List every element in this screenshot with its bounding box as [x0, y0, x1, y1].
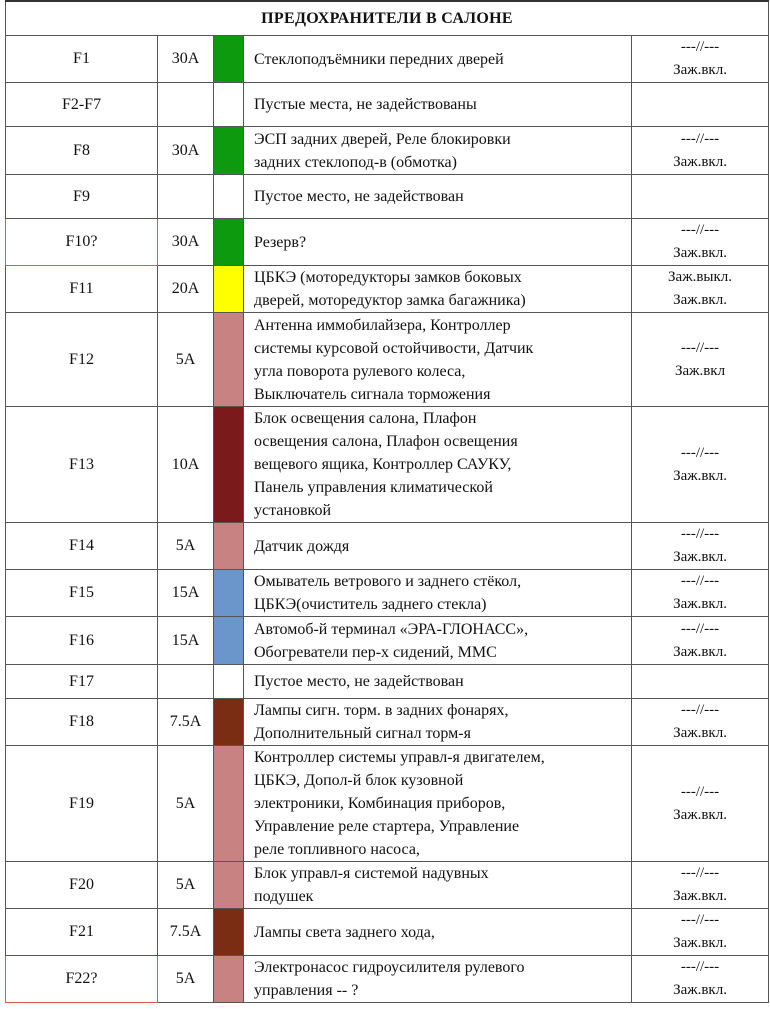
fuse-ignition-state	[632, 665, 769, 699]
state-line: ---//---	[680, 702, 720, 718]
fuse-amperage: 30A	[158, 36, 214, 83]
fuse-ignition-state	[632, 175, 769, 219]
fuse-row	[6, 266, 769, 313]
fuse-id: F12	[6, 313, 158, 407]
fuse-id: F21	[6, 909, 158, 956]
fuse-description	[244, 83, 632, 127]
fuse-id: F15	[6, 570, 158, 617]
fuse-id: F18	[6, 699, 158, 746]
title-row	[6, 1, 769, 36]
fuse-description	[244, 523, 632, 570]
fuse-color-swatch	[214, 746, 244, 862]
fuse-amperage: 5A	[158, 956, 214, 1003]
description-line: Панель управления климатической	[254, 479, 493, 496]
fuse-row	[6, 523, 769, 570]
state-line: Заж.вкл.	[673, 982, 727, 998]
state-line: Заж.выкл.	[668, 269, 733, 285]
fuse-row	[6, 746, 769, 862]
description-line: Блок освещения салона, Плафон	[254, 410, 477, 427]
state-line: Заж.вкл.	[673, 935, 727, 951]
state-line: ---//---	[680, 783, 720, 800]
state-line: Заж.вкл.	[673, 153, 727, 170]
fuse-description	[244, 313, 632, 407]
description-line: системы курсовой остойчивости, Датчик	[254, 339, 534, 357]
description-line: подушек	[254, 888, 314, 905]
fuse-id: F10?	[6, 219, 158, 266]
description-line: Пустые места, не задействованы	[254, 96, 477, 113]
fuse-row	[6, 83, 769, 127]
fuse-ignition-state	[632, 617, 769, 665]
fuse-row	[6, 570, 769, 617]
fuse-amperage: 5A	[158, 523, 214, 570]
description-line: Пустое место, не задействован	[254, 673, 464, 690]
fuse-id: F20	[6, 862, 158, 909]
description-line: Стеклоподъёмники передних дверей	[254, 50, 504, 68]
state-line: Заж.вкл.	[673, 62, 727, 78]
fuse-description	[244, 127, 632, 175]
state-line: Заж.вкл.	[673, 292, 727, 308]
description-line: управления -- ?	[254, 982, 359, 999]
description-line: Датчик дождя	[254, 537, 350, 555]
fuse-color-swatch	[214, 570, 244, 617]
description-line: Лампы сигн. торм. в задних фонарях,	[254, 702, 509, 719]
description-line: Выключатель сигнала торможения	[254, 385, 491, 403]
fuse-amperage: 5A	[158, 862, 214, 909]
state-line: ---//---	[680, 573, 720, 589]
fuse-color-swatch	[214, 617, 244, 665]
fuse-amperage: 30A	[158, 219, 214, 266]
fuse-ignition-state	[632, 699, 769, 746]
fuse-ignition-state	[632, 313, 769, 407]
fuse-color-swatch	[214, 175, 244, 219]
fuse-color-swatch	[214, 862, 244, 909]
state-line: ---//---	[680, 339, 720, 356]
state-line: ---//---	[680, 865, 720, 881]
fuse-description	[244, 665, 632, 699]
state-line: Заж.вкл.	[673, 467, 727, 484]
fuse-amperage: 15A	[158, 570, 214, 617]
description-line: реле топливного насоса,	[254, 841, 420, 858]
state-line: ---//---	[680, 912, 720, 928]
fuse-ignition-state	[632, 219, 769, 266]
fuse-row	[6, 909, 769, 956]
fuse-amperage: 5A	[158, 746, 214, 862]
fuse-ignition-state	[632, 909, 769, 956]
fuse-id: F14	[6, 523, 158, 570]
fuse-table	[5, 0, 769, 1003]
fuse-amperage: 10A	[158, 407, 214, 523]
fuse-ignition-state	[632, 83, 769, 127]
description-line: установкой	[254, 502, 332, 519]
fuse-color-swatch	[214, 665, 244, 699]
fuse-row	[6, 699, 769, 746]
fuse-row	[6, 407, 769, 523]
fuse-ignition-state	[632, 523, 769, 570]
description-line: ЦБКЭ (моторедукторы замков боковых	[254, 269, 522, 286]
state-line: ---//---	[680, 620, 720, 637]
fuse-ignition-state	[632, 266, 769, 313]
fuse-id: F17	[6, 665, 158, 699]
fuse-description	[244, 746, 632, 862]
state-line: ---//---	[680, 526, 720, 542]
fuse-color-swatch	[214, 956, 244, 1003]
fuse-color-swatch	[214, 266, 244, 313]
description-line: Автомоб-й терминал «ЭРА-ГЛОНАСС»,	[254, 620, 529, 638]
state-line: ---//---	[680, 222, 720, 238]
fuse-row	[6, 175, 769, 219]
fuse-id: F16	[6, 617, 158, 665]
state-line: ---//---	[680, 444, 720, 461]
fuse-description	[244, 36, 632, 83]
description-line: Электронасос гидроусилителя рулевого	[254, 959, 525, 976]
fuse-amperage: 5A	[158, 313, 214, 407]
fuse-description	[244, 570, 632, 617]
fuse-description	[244, 956, 632, 1003]
fuse-color-swatch	[214, 699, 244, 746]
description-line: ЦБКЭ, Допол-й блок кузовной	[254, 772, 464, 789]
description-line: задних стеклопод-в (обмотка)	[254, 153, 457, 171]
fuse-color-swatch	[214, 313, 244, 407]
fuse-ignition-state	[632, 570, 769, 617]
description-line: Дополнительный сигнал торм-я	[254, 725, 471, 742]
fuse-amperage	[158, 665, 214, 699]
state-line: Заж.вкл.	[673, 549, 727, 565]
fuse-id: F13	[6, 407, 158, 523]
description-line: ЭСП задних дверей, Реле блокировки	[254, 130, 511, 148]
fuse-description	[244, 407, 632, 523]
fuse-row	[6, 956, 769, 1003]
fuse-amperage: 30A	[158, 127, 214, 175]
description-line: электроники, Комбинация приборов,	[254, 795, 506, 812]
state-line: Заж.вкл.	[673, 596, 727, 612]
description-line: Омыватель ветрового и заднего стёкол,	[254, 573, 522, 590]
fuse-color-swatch	[214, 219, 244, 266]
description-line: вещевого ящика, Контроллер САУКУ,	[254, 456, 512, 473]
fuse-amperage: 7.5A	[158, 699, 214, 746]
description-line: Обогреватели пер-х сидений, ММС	[254, 643, 497, 661]
fuse-id: F22?	[6, 956, 158, 1003]
fuse-ignition-state	[632, 127, 769, 175]
fuse-description	[244, 862, 632, 909]
fuse-id: F1	[6, 36, 158, 83]
state-line: ---//---	[680, 39, 720, 55]
fuse-row	[6, 665, 769, 699]
description-line: освещения салона, Плафон освещения	[254, 433, 518, 450]
fuse-amperage	[158, 83, 214, 127]
description-line: дверей, моторедуктор замка багажника)	[254, 292, 526, 309]
state-line: ---//---	[680, 959, 720, 975]
state-line: Заж.вкл.	[673, 245, 727, 261]
fuse-description	[244, 617, 632, 665]
fuse-color-swatch	[214, 36, 244, 83]
fuse-id: F11	[6, 266, 158, 313]
description-line: Резерв?	[254, 233, 307, 251]
fuse-ignition-state	[632, 407, 769, 523]
state-line: Заж.вкл	[674, 362, 726, 379]
fuse-description	[244, 909, 632, 956]
fuse-amperage	[158, 175, 214, 219]
fuse-row	[6, 36, 769, 83]
fuse-ignition-state	[632, 746, 769, 862]
state-line: Заж.вкл.	[673, 725, 727, 741]
state-line: ---//---	[680, 130, 720, 147]
fuse-amperage: 7.5A	[158, 909, 214, 956]
description-line: Пустое место, не задействован	[254, 188, 464, 205]
fuse-id: F2-F7	[6, 83, 158, 127]
fuse-description	[244, 266, 632, 313]
fuse-color-swatch	[214, 83, 244, 127]
description-line: Блок управл-я системой надувных	[254, 865, 489, 882]
fuse-ignition-state	[632, 36, 769, 83]
fuse-color-swatch	[214, 127, 244, 175]
fuse-amperage: 20A	[158, 266, 214, 313]
fuse-color-swatch	[214, 407, 244, 523]
fuse-amperage: 15A	[158, 617, 214, 665]
fuse-row	[6, 313, 769, 407]
description-line: Лампы света заднего хода,	[254, 923, 435, 941]
fuse-description	[244, 175, 632, 219]
description-line: Управление реле стартера, Управление	[254, 818, 520, 835]
fuse-ignition-state	[632, 862, 769, 909]
fuse-description	[244, 699, 632, 746]
state-line: Заж.вкл.	[673, 643, 727, 660]
description-line: угла поворота рулевого колеса,	[254, 362, 466, 380]
description-line: ЦБКЭ(очиститель заднего стекла)	[254, 596, 487, 613]
fuse-row	[6, 127, 769, 175]
fuse-row	[6, 617, 769, 665]
table-title: ПРЕДОХРАНИТЕЛИ В САЛОНЕ	[6, 1, 769, 36]
fuse-id: F8	[6, 127, 158, 175]
fuse-color-swatch	[214, 909, 244, 956]
state-line: Заж.вкл.	[673, 806, 727, 823]
state-line: Заж.вкл.	[673, 888, 727, 904]
fuse-id: F19	[6, 746, 158, 862]
fuse-id: F9	[6, 175, 158, 219]
fuse-row	[6, 219, 769, 266]
fuse-row	[6, 862, 769, 909]
fuse-ignition-state	[632, 956, 769, 1003]
description-line: Антенна иммобилайзера, Контроллер	[254, 316, 511, 334]
description-line: Контроллер системы управл-я двигателем,	[254, 749, 545, 766]
fuse-color-swatch	[214, 523, 244, 570]
fuse-description	[244, 219, 632, 266]
